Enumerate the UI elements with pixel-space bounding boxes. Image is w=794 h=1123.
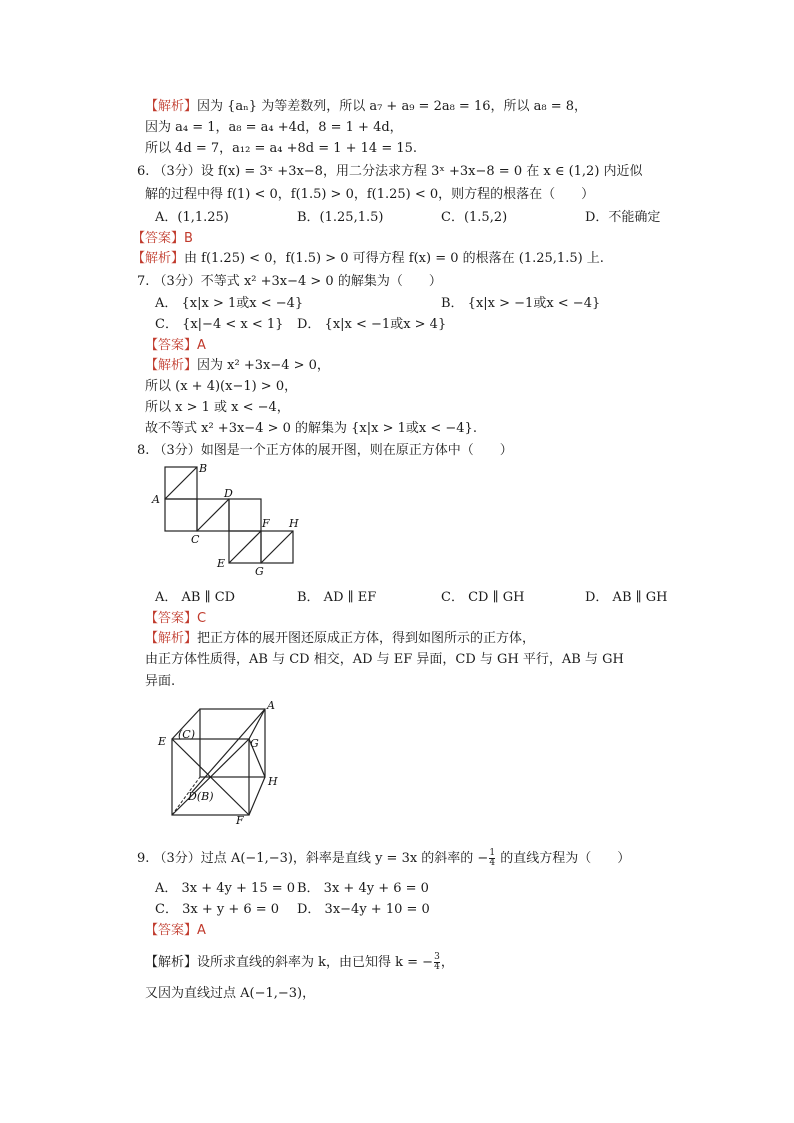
q5-analysis-line1: 【解析】因为 {aₙ} 为等差数列，所以 a₇ + a₉ = 2a₈ = 16，所以 a₈ = 8， [145, 99, 588, 114]
label-tag: 【解析】 [145, 631, 198, 646]
net-label-g: G [255, 565, 264, 578]
cube-label-g: G [250, 737, 259, 750]
label-tag: 【答案】 [145, 611, 198, 626]
q9-stem-part2: 的直线方程为（ ） [496, 851, 631, 866]
q6-stem-line2: 解的过程中得 f(1) < 0，f(1.5) > 0，f(1.25) < 0，则方程的根落在（ ） [145, 187, 595, 202]
q9-stem-frac-num: 1 [489, 848, 496, 858]
q7-analysis-line4: 故不等式 x² +3x−4 > 0 的解集为 {x|x > 1或x < −4}. [145, 421, 477, 436]
cube-net-figure [150, 460, 305, 580]
q8-analysis-line2: 由正方体性质得，AB 与 CD 相交，AD 与 EF 异面，CD 与 GH 平行，AB 与 GH [145, 652, 624, 667]
net-label-c: C [191, 533, 200, 546]
cube-label-db: D(B) [188, 790, 214, 803]
label-tag: 【解析】 [132, 251, 185, 266]
q9-analysis-line1 [145, 953, 454, 972]
q7-option-b: B． {x|x > −1或x < −4} [441, 296, 601, 311]
q9-analysis-frac-den: 4 [434, 962, 440, 972]
q9-option-d: D． 3x−4y + 10 = 0 [297, 902, 430, 917]
q7-option-d: D． {x|x < −1或x > 4} [297, 317, 447, 332]
q9-option-b: B． 3x + 4y + 6 = 0 [297, 881, 429, 896]
q6-analysis: 【解析】由 f(1.25) < 0，f(1.5) > 0 可得方程 f(x) = 0 的根落在 (1.25,1.5) 上. [132, 251, 604, 266]
q9-stem [137, 849, 630, 868]
q8-option-c: C． CD ∥ GH [441, 590, 525, 605]
label-tag: 【答案】 [145, 923, 198, 938]
q6-option-c: C．(1.5,2) [441, 210, 508, 225]
q9-analysis-part2: ， [440, 955, 454, 970]
q6-option-b: B．(1.25,1.5) [297, 210, 384, 225]
q7-answer: 【答案】A [145, 338, 206, 353]
q9-stem-frac-den: 4 [489, 858, 496, 868]
q9-stem-part1: 9. （3分）过点 A(−1,−3)，斜率是直线 y = 3x 的斜率的 − [137, 851, 489, 866]
q8-option-b: B． AD ∥ EF [297, 590, 377, 605]
q9-analysis-part1: 【解析】设所求直线的斜率为 k，由已知得 k = − [145, 955, 434, 970]
q7-analysis-line1: 【解析】因为 x² +3x−4 > 0， [145, 358, 330, 373]
cube-figure [152, 697, 292, 825]
q6-option-a: A．(1,1.25) [155, 210, 229, 225]
net-label-b: B [199, 462, 208, 475]
q9-analysis-fraction [434, 953, 440, 972]
q7-option-a: A． {x|x > 1或x < −4} [155, 296, 304, 311]
q5-analysis-line2: 因为 a₄ = 1，a₈ = a₄ +4d，8 = 1 + 4d， [145, 120, 403, 135]
q9-answer: 【答案】A [145, 923, 206, 938]
q9-stem-fraction [489, 849, 495, 868]
q7-option-c: C． {x|−4 < x < 1} [155, 317, 284, 332]
q8-stem: 8. （3分）如图是一个正方体的展开图，则在原正方体中（ ） [137, 443, 513, 458]
q9-option-a: A． 3x + 4y + 15 = 0 [155, 881, 296, 896]
q8-answer: 【答案】C [145, 611, 207, 626]
q7-analysis-line3: 所以 x > 1 或 x < −4， [145, 400, 290, 415]
cube-label-c: (C) [178, 728, 195, 741]
label-tag: 【解析】 [145, 358, 198, 373]
net-label-d: D [224, 487, 233, 500]
net-label-h: H [289, 517, 299, 530]
label-tag: 【解析】 [145, 99, 198, 114]
q8-analysis-line3: 异面. [145, 674, 176, 689]
q8-option-d: D． AB ∥ GH [585, 590, 668, 605]
label-tag: 【答案】 [145, 338, 198, 353]
q6-stem-line1: 6. （3分）设 f(x) = 3ˣ +3x−8，用二分法求方程 3ˣ +3x−8 = 0 在 x ∈ (1,2) 内近似 [137, 164, 643, 179]
cube-label-h: H [268, 775, 278, 788]
net-label-f: F [262, 517, 270, 530]
q8-option-a: A． AB ∥ CD [155, 590, 236, 605]
q9-option-c: C． 3x + y + 6 = 0 [155, 902, 280, 917]
q6-option-d: D．不能确定 [585, 210, 661, 225]
cube-label-f: F [236, 814, 244, 825]
q9-analysis-line2: 又因为直线过点 A(−1,−3)， [145, 986, 316, 1001]
cube-label-a: A [267, 699, 275, 712]
q8-analysis-line1: 【解析】把正方体的展开图还原成正方体，得到如图所示的正方体， [145, 631, 536, 646]
net-label-a: A [152, 493, 160, 506]
q9-analysis-frac-num: 3 [434, 952, 440, 962]
q7-stem: 7. （3分）不等式 x² +3x−4 > 0 的解集为（ ） [137, 274, 442, 289]
net-label-e: E [217, 557, 226, 570]
label-tag: 【答案】 [132, 231, 185, 246]
q7-analysis-line2: 所以 (x + 4)(x−1) > 0， [145, 379, 298, 394]
q6-answer: 【答案】B [132, 231, 193, 246]
cube-label-e: E [158, 735, 167, 748]
q5-analysis-line3: 所以 4d = 7，a₁₂ = a₄ +8d = 1 + 14 = 15. [145, 141, 418, 156]
